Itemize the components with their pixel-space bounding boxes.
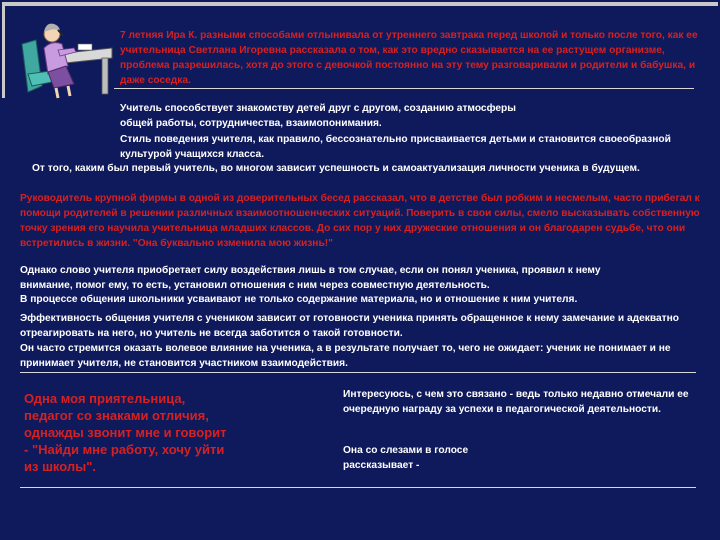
teacher-at-desk-illustration-icon (18, 14, 114, 100)
teacher-helps-text: Учитель способствует знакомству детей друг с другом, созданию атмосферы общей работы, сотрудничества, взаимопонимания. (120, 103, 516, 129)
director-story-text: Руководитель крупной фирмы в одной из доверительных бесед рассказал, что в детстве был робким и несмелым, часто прибегал к помощи родителей в решении различных взаимоотношенческих ситуаций. Поверить в свои силы, смело высказывать собственную точку зрения его научила учительница младших классов. До сих пор у них дружеские отношения и он благодарен судьбе, что они встретились в жизни. "Она буквально изменила мою жизнь!" (20, 193, 700, 249)
first-teacher-text: От того, каким был первый учитель, во многом зависит успешность и самоактуализация личности ученика в будущем. (32, 163, 640, 174)
intro-story-text: 7 летняя Ира К. разными способами отлынивала от утреннего завтрака перед школой и только после того, как ее учительница Светлана Игоревна рассказала о том, как это вредно сказывается на ее растущем организме, проблема разрешилась, хотя до этого с девочкой постоянно на эту тему разговаривали и родители и бабушка, и даже соседка. (120, 30, 698, 86)
frame-left-bar (2, 2, 5, 98)
frame-top-bar (2, 2, 718, 6)
divider-top (114, 88, 694, 89)
word-power-text: Однако слово учителя приобретает силу воздействия лишь в том случае, если он понял ученика, проявил к нему внимание, помог ему, то есть, установил отношения с ним через совместную деятельность. (20, 265, 601, 291)
effectiveness-text: Эффективность общения учителя с учеником зависит от готовности ученика принять обращенное к нему замечание и адекватно отреагировать на него, но учитель не всегда заботится о такой готовности. (20, 313, 680, 339)
learning-process-text: В процессе общения школьники усваивают не только содержание материала, но и отношение к ним учителя. (20, 294, 578, 305)
volitional-influence-text: Он часто стремится оказать волевое влияние на ученика, а в результате получает то, чего не ожидает: ученик не понимает и не принимает учителя, не становится участником взаимодействия. (20, 343, 671, 369)
wonder-text: Интересуюсь, с чем это связано - ведь только недавно отмечали ее очередную награду за успехи в педагогической деятельности. (343, 389, 689, 415)
divider-footer (20, 487, 696, 488)
friend-story-text: Одна моя приятельница, педагог со знаками отличия, однажды звонит мне и говорит - "Найди мне работу, хочу уйти из школы". (24, 391, 227, 474)
teacher-style-text: Стиль поведения учителя, как правило, бессознательно присваивается детьми и становится своеобразной культурой учащихся класса. (120, 134, 671, 160)
tears-text: Она со слезами в голосе рассказывает - (343, 445, 469, 471)
divider-bottom (20, 372, 696, 373)
